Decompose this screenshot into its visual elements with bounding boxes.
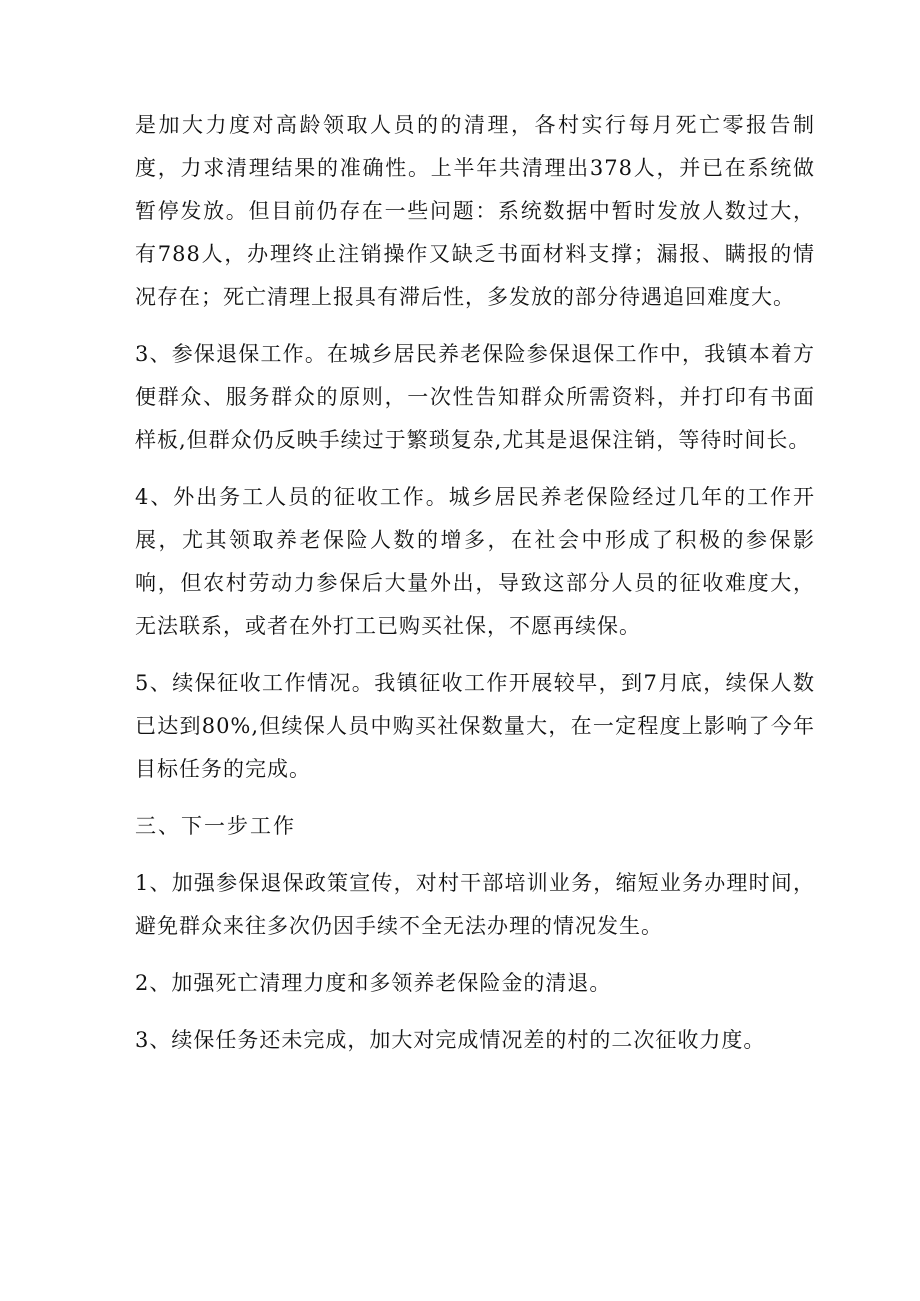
document-body <box>135 104 815 1076</box>
paragraph-enrollment-withdrawal: 3、参保退保工作。在城乡居民养老保险参保退保工作中，我镇本着方便群众、服务群众的原则，一次性告知群众所需资料，并打印有书面样板,但群众仍反映手续过于繁琐复杂,尤其是退保注销，等待时间长。 <box>135 342 815 452</box>
paragraph-next-step-3: 3、续保任务还未完成，加大对完成情况差的村的二次征收力度。 <box>135 1028 766 1052</box>
paragraph-migrant-workers: 4、外出务工人员的征收工作。城乡居民养老保险经过几年的工作开展，尤其领取养老保险人数的增多，在社会中形成了积极的参保影响，但农村劳动力参保后大量外出，导致这部分人员的征收难度大，无法联系，或者在外打工已购买社保，不愿再续保。 <box>135 485 815 638</box>
paragraph-next-step-1: 1、加强参保退保政策宣传，对村干部培训业务，缩短业务办理时间，避免群众来往多次仍因手续不全无法办理的情况发生。 <box>135 871 815 938</box>
paragraph-renewal-collection: 5、续保征收工作情况。我镇征收工作开展较早，到7月底，续保人数已达到80%,但续保人员中购买社保数量大，在一定程度上影响了今年目标任务的完成。 <box>135 671 815 781</box>
section-heading-next-steps: 三、下一步工作 <box>135 814 296 838</box>
paragraph-elderly-cleanup: 是加大力度对高龄领取人员的的清理，各村实行每月死亡零报告制度，力求清理结果的准确性。上半年共清理出378人，并已在系统做暂停发放。但目前仍存在一些问题：系统数据中暂时发放人数过大，有788人，办理终止注销操作又缺乏书面材料支撑；漏报、瞒报的情况存在；死亡清理上报具有滞后性，多发放的部分待遇追回难度大。 <box>135 113 815 309</box>
paragraph-next-step-2: 2、加强死亡清理力度和多领养老保险金的清退。 <box>135 971 612 995</box>
